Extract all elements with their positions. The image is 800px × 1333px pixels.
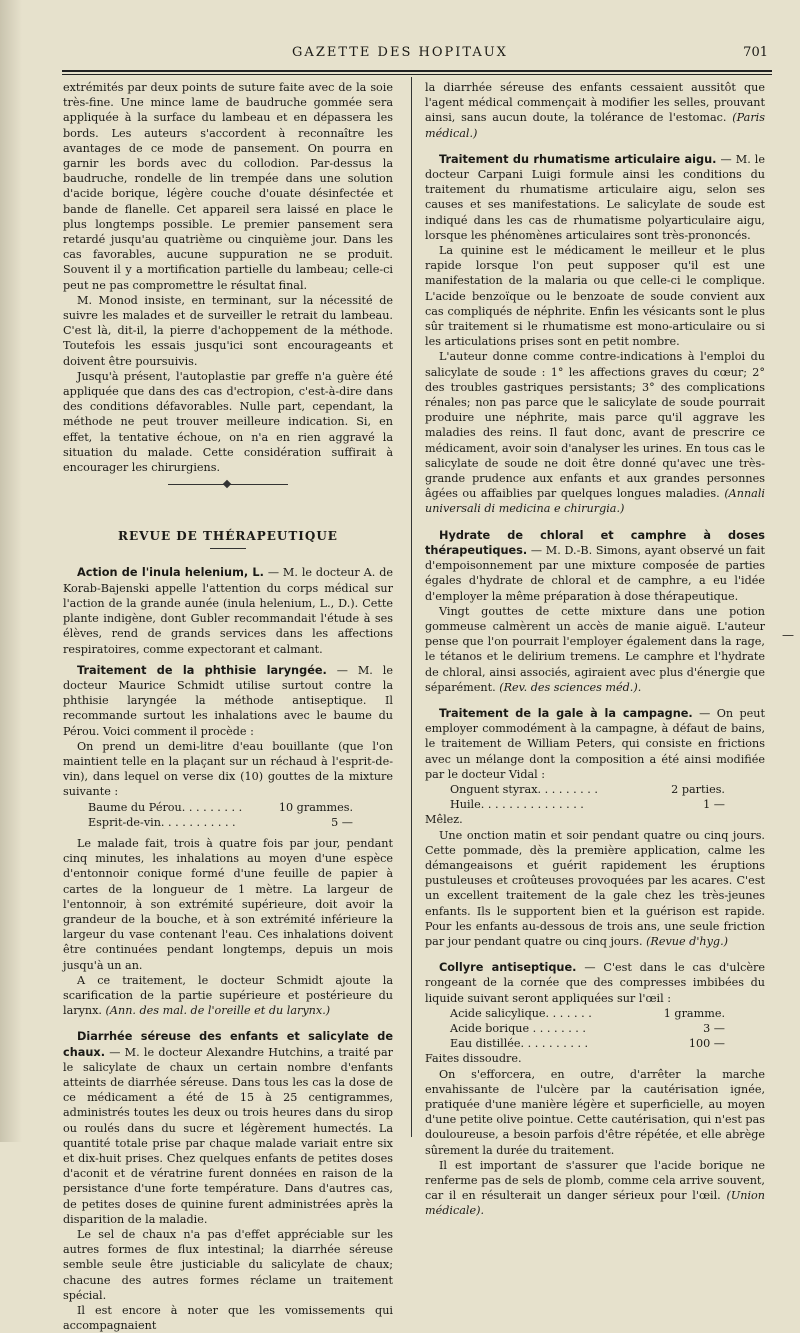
header-rule bbox=[62, 70, 772, 72]
citation: (Annali universali di medicina e chirurgia.) bbox=[425, 487, 765, 516]
paragraph: Vingt gouttes de cette mixture dans une potion gommeuse calmèrent un accès de manie aiguë. L'auteur pense que l'on pourrait l'employer également dans la rage, le tétanos et le delirium tremens. Le camphre et l'hydrate de chloral, ainsi associés, agiraient avec plus d'énergie que séparément. (Rev. des sciences méd.). bbox=[425, 604, 765, 694]
right-column bbox=[425, 80, 765, 1219]
article-title: Action de l'inula helenium, L. bbox=[77, 566, 264, 580]
article-diarrhee bbox=[63, 1029, 393, 1227]
article-inula bbox=[63, 565, 393, 656]
paragraph: M. Monod insiste, en terminant, sur la nécessité de suivre les malades et de surveiller le retrait du lambeau. C'est là, dit-il, la pierre d'achoppement de la méthode. Toutefois les essais jusqu'ici sont encourageants et doivent être poursuivis. bbox=[63, 293, 393, 368]
article-rhumatisme bbox=[425, 152, 765, 243]
column-divider bbox=[411, 77, 412, 1137]
recipe-line: Acide borique . . . . . . . . 3 — bbox=[450, 1021, 725, 1035]
article-text: — M. D.-B. Simons, ayant observé un fait d'empoisonnement par une mixture composée de parties égales d'hydrate de chloral et de camphre, a eu l'idée d'employer la même préparation à dose thérapeutique. bbox=[425, 543, 765, 603]
article-title: Traitement du rhumatisme articulaire aigu. bbox=[439, 152, 717, 166]
recipe-line: Onguent styrax. . . . . . . . . 2 parties. bbox=[450, 782, 725, 796]
article-title: Collyre antiseptique. bbox=[439, 961, 577, 975]
page-edge-shadow bbox=[0, 0, 22, 1142]
header-rule-thin bbox=[62, 74, 772, 75]
paragraph: Il est important de s'assurer que l'acide borique ne renferme pas de sels de plomb, comme cela arrive souvent, car il en résulterait un danger sérieux pour l'œil. (Union médicale). bbox=[425, 1158, 765, 1218]
heading-rule bbox=[210, 548, 246, 549]
paragraph: L'auteur donne comme contre-indications à l'emploi du salicylate de soude : 1° les affections graves du cœur; 2° des troubles gastriques persistants; 3° des complications rénales; non pas parce que le salicylate de soude pourrait produire une néphrite, mais parce qu'il aggrave les maladies des reins. Il faut donc, avant de prescrire ce médicament, avoir soin d'analyser les urines. En tous cas le salicylate de soude ne doit être donné qu'avec une très-grande prudence aux enfants et aux grandes personnes âgées ou affaiblies par quelques longues maladies. (Annali universali di medicina e chirurgia.) bbox=[425, 350, 765, 516]
citation: (Revue d'hyg.) bbox=[646, 934, 729, 948]
paragraph: Une onction matin et soir pendant quatre ou cinq jours. Cette pommade, dès la première application, calme les démangeaisons et guérit rapidement les éruptions pustuleuses et croûteuses provoquées par les acares. C'est un excellent traitement de la gale chez les très-jeunes enfants. Ils le supportent bien et la guérison est rapide. Pour les enfants au-dessous de trois ans, une seule friction par jour pendant quatre ou cinq jours. (Revue d'hyg.) bbox=[425, 828, 765, 948]
paragraph: A ce traitement, le docteur Schmidt ajoute la scarification de la partie supérieure et postérieure du larynx. (Ann. des mal. de l'oreille et du larynx.) bbox=[63, 973, 393, 1018]
article-text: — M. le docteur Alexandre Hutchins, a traité par le salicylate de chaux un certain nombre d'enfants atteints de diarrhée séreuse. Dans tous les cas la dose de ce médicament a été de 15 à 25 centigrammes, administrés toutes les deux ou trois heures dans du sirop ou roulés dans du sucre et légèrement humectés. La quantité totale prise par chaque malade variait entre six et dix-huit prises. Chez quelques enfants de petites doses d'aconit et de vératrine furent données en raison de la persistance d'une forte température. Dans d'autres cas, de petites doses de quinine furent administrées après la disparition de la maladie. bbox=[63, 1045, 393, 1226]
article-phthisie bbox=[63, 663, 393, 739]
paragraph: extrémités par deux points de suture faite avec de la soie très-fine. Une mince lame de baudruche gommée sera appliquée à la surface du lambeau et en dépassera les bords. Les auteurs s'accordent à reconnaître les avantages de ce mode de pansement. On pourra en garnir les bords avec du collodion. Par-dessus la baudruche, rondelle de lin trempée dans une solution d'acide borique, légère couche d'ouate désinfectée et bande de flanelle. Cet appareil sera laissé en place le plus longtemps possible. Le premier pansement sera retardé jusqu'au quatrième ou cinquième jour. Dans les cas favorables, aucune suppuration ne se produit. Souvent il y a mortification partielle du lambeau; celle-ci peut ne pas compromettre le résultat final. bbox=[63, 81, 393, 292]
page-number: 701 bbox=[743, 45, 768, 60]
paragraph: Le malade fait, trois à quatre fois par jour, pendant cinq minutes, les inhalations au moyen d'une espèce d'entonnoir conique formé d'une feuille de papier à cartes de la longueur de 1 mètre. La largeur de l'entonnoir, à son extrémité supérieure, doit avoir la grandeur de la bouche, et à son extrémité inférieure la largeur du vase contenant l'eau. Ces inhalations doivent être continuées pendant longtemps, depuis un mois jusqu'à un an. bbox=[63, 836, 393, 972]
article-text: — M. le docteur Carpani Luigi formule ainsi les conditions du traitement du rhumatisme articulaire aigu, selon ses causes et ses manifestations. Le salicylate de soude est indiqué dans les cas de rhumatisme polyarticulaire aigu, lorsque les phénomènes articulaires sont très-prononcés. bbox=[425, 152, 765, 242]
article-text: — On peut employer commodément à la campagne, à défaut de bains, le traitement de William Peters, qui consiste en frictions avec un mélange dont la composition a été ainsi modifiée par le docteur Vidal : bbox=[425, 706, 765, 781]
paragraph: Jusqu'à présent, l'autoplastie par greffe n'a guère été appliquée que dans des cas d'ectropion, c'est-à-dire dans des conditions défavorables. Nulle part, cependant, la méthode ne peut trouver meilleure indication. Si, en effet, la tentative échoue, on n'a en rien aggravé la situation du malade. Cette considération suffirait à encourager les chirurgiens. bbox=[63, 369, 393, 475]
article-title: Hydrate de chloral et camphre à doses thérapeutiques. bbox=[425, 528, 765, 557]
recipe-line: Baume du Pérou. . . . . . . . . 10 grammes. bbox=[88, 800, 353, 814]
article-title: Diarrhée séreuse des enfants et salicylate de chaux. bbox=[63, 1030, 393, 1059]
article-title: Traitement de la phthisie laryngée. bbox=[77, 663, 327, 677]
paragraph: Il est encore à noter que les vomissements qui accompagnaient bbox=[63, 1304, 393, 1333]
paragraph: Le sel de chaux n'a pas d'effet appréciable sur les autres formes de flux intestinal; la diarrhée séreuse semble seule être justiciable du salicylate de chaux; chacune des autres formes réclame un traitement spécial. bbox=[63, 1228, 393, 1302]
paragraph: On s'efforcera, en outre, d'arrêter la marche envahissante de l'ulcère par la cautérisation ignée, pratiquée d'une manière légère et superficielle, au moyen d'une petite olive pointue. Cette cautérisation, qui n'est pas douloureuse, a besoin parfois d'être répétée, et elle abrège sûrement la durée du traitement. bbox=[425, 1067, 765, 1157]
journal-title: GAZETTE DES HOPITAUX bbox=[292, 45, 508, 60]
article-text: — C'est dans le cas d'ulcère rongeant de la cornée que des compresses imbibées du liquide suivant seront appliquées sur l'œil : bbox=[425, 961, 766, 1005]
paragraph: On prend un demi-litre d'eau bouillante (que l'on maintient telle en la plaçant sur un réchaud à l'esprit-de-vin), dans lequel on verse dix (10) gouttes de la mixture suivante : bbox=[63, 739, 393, 799]
section-heading: REVUE DE THÉRAPEUTIQUE bbox=[118, 529, 338, 544]
left-column bbox=[63, 80, 393, 1333]
citation: (Ann. des mal. de l'oreille et du larynx.) bbox=[105, 1004, 331, 1018]
citation: (Rev. des sciences méd.). bbox=[499, 680, 642, 694]
recipe-line: Acide salicylique. . . . . . . 1 gramme. bbox=[450, 1006, 725, 1020]
paragraph: La quinine est le médicament le meilleur et le plus rapide lorsque l'on peut supposer qu'il est une manifestation de la malaria ou que celle-ci le complique. L'acide benzoïque ou le benzoate de soude convient aux cas compliqués de néphrite. Enfin les vésicants sont le plus sûr traitement si le rhumatisme est mono-articulaire ou si les articulations prises sont en petit nombre. bbox=[425, 244, 765, 349]
instruction: Faites dissoudre. bbox=[425, 1052, 522, 1066]
section-separator-ornament bbox=[168, 481, 288, 489]
instruction: Mêlez. bbox=[425, 813, 463, 827]
margin-mark: — bbox=[782, 628, 794, 642]
article-title: Traitement de la gale à la campagne. bbox=[439, 706, 693, 720]
article-collyre bbox=[425, 960, 765, 1006]
recipe-line: Esprit-de-vin. . . . . . . . . . . 5 — bbox=[88, 815, 353, 829]
article-gale bbox=[425, 706, 765, 782]
citation: (Union médicale). bbox=[425, 1189, 765, 1218]
recipe-line: Huile. . . . . . . . . . . . . . . 1 — bbox=[450, 798, 725, 812]
article-chloral bbox=[425, 528, 765, 604]
article-text: — M. le docteur A. de Korab-Bajenski appelle l'attention du corps médical sur l'action de la grande aunée (inula helenium, L., D.). Cette plante indigène, dont Gubler recommandait l'étude à ses élèves, rend de grands services dans les affections respiratoires, comme expectorant et calmant. bbox=[63, 566, 393, 656]
paragraph: la diarrhée séreuse des enfants cessaient aussitôt que l'agent médical commençait à modifier les selles, prouvant ainsi, sans aucun doute, la tolérance de l'estomac. (Paris médical.) bbox=[425, 81, 765, 140]
recipe-line: Eau distillée. . . . . . . . . . 100 — bbox=[450, 1037, 725, 1051]
article-text: — M. le docteur Maurice Schmidt utilise surtout contre la phthisie laryngée la méthode antiseptique. Il recommande surtout les inhalations avec le baume du Pérou. Voici comment il procède : bbox=[63, 663, 393, 738]
citation: (Paris médical.) bbox=[425, 111, 765, 140]
